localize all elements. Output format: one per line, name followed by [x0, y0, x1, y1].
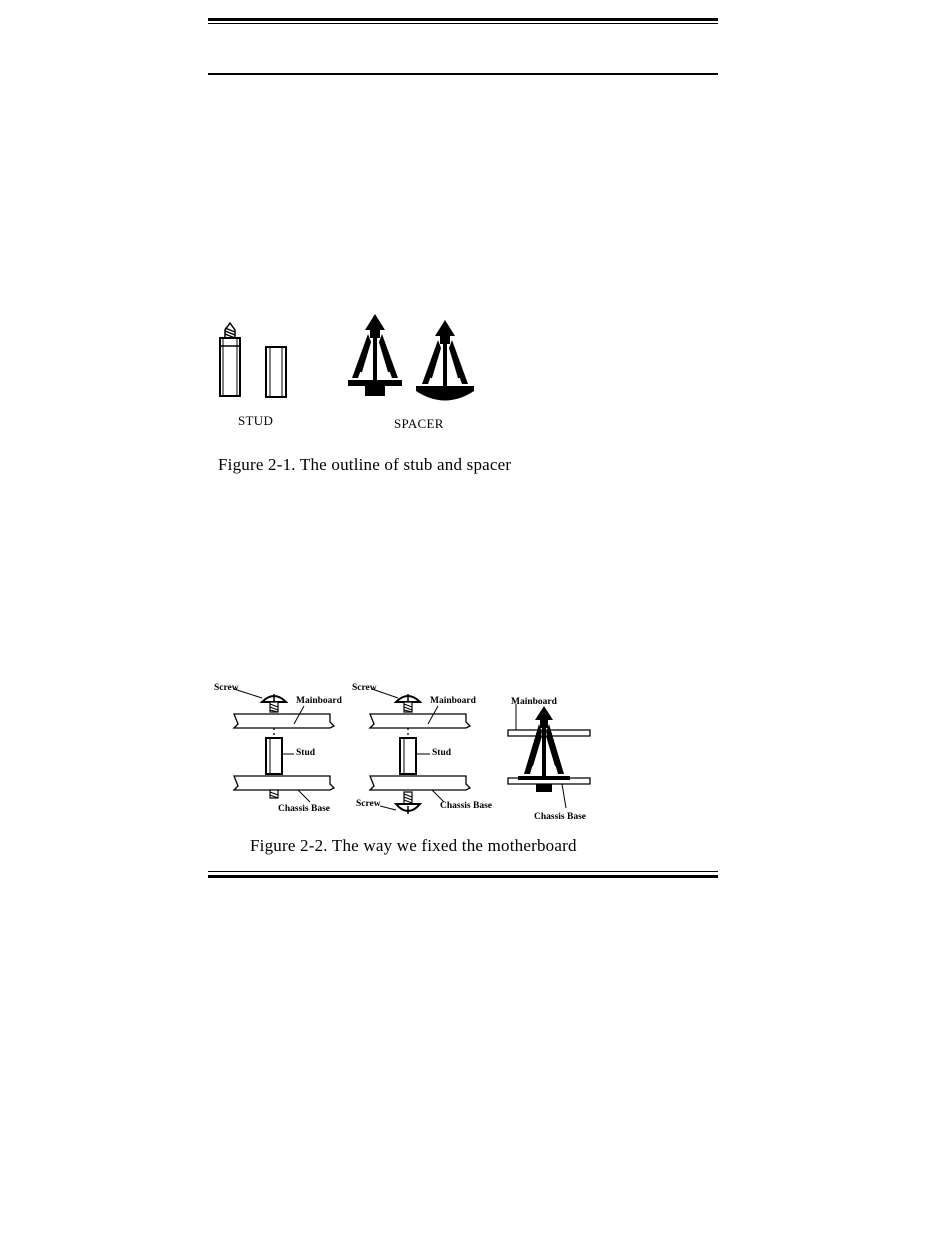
- stud-label-a: Stud: [296, 748, 316, 758]
- stud-label-b: Stud: [432, 748, 452, 758]
- screw-label-b-bottom: Screw: [356, 799, 381, 809]
- mainboard-label-a: Mainboard: [296, 696, 342, 706]
- spacer-curved-illustration: [414, 318, 476, 410]
- spacer-label: SPACER: [394, 416, 444, 431]
- screw-label-a: Screw: [214, 683, 239, 693]
- stud-with-thread-illustration: [214, 320, 246, 400]
- figure-2-1-caption: Figure 2-1. The outline of stub and spacer: [218, 455, 512, 474]
- screw-label-b-top: Screw: [352, 683, 377, 693]
- stud-plain-illustration: [262, 345, 290, 400]
- header-rule-thick: [208, 18, 718, 21]
- figure-2-2-caption: Figure 2-2. The way we fixed the motherboard: [250, 836, 577, 855]
- header-rule-bottom: [208, 73, 718, 75]
- chassis-base-label-c: Chassis Base: [534, 812, 586, 822]
- chassis-base-label-b: Chassis Base: [440, 801, 492, 811]
- stud-label: STUD: [238, 413, 274, 428]
- mainboard-label-c: Mainboard: [511, 697, 557, 707]
- chassis-base-label-a: Chassis Base: [278, 804, 330, 814]
- footer-rule-thin: [208, 871, 718, 872]
- spacer-flat-illustration: [346, 312, 404, 406]
- mainboard-label-b: Mainboard: [430, 696, 476, 706]
- footer-rule-thick: [208, 875, 718, 878]
- mount-diagram-spacer: [504, 696, 594, 808]
- header-rule-thin: [208, 23, 718, 24]
